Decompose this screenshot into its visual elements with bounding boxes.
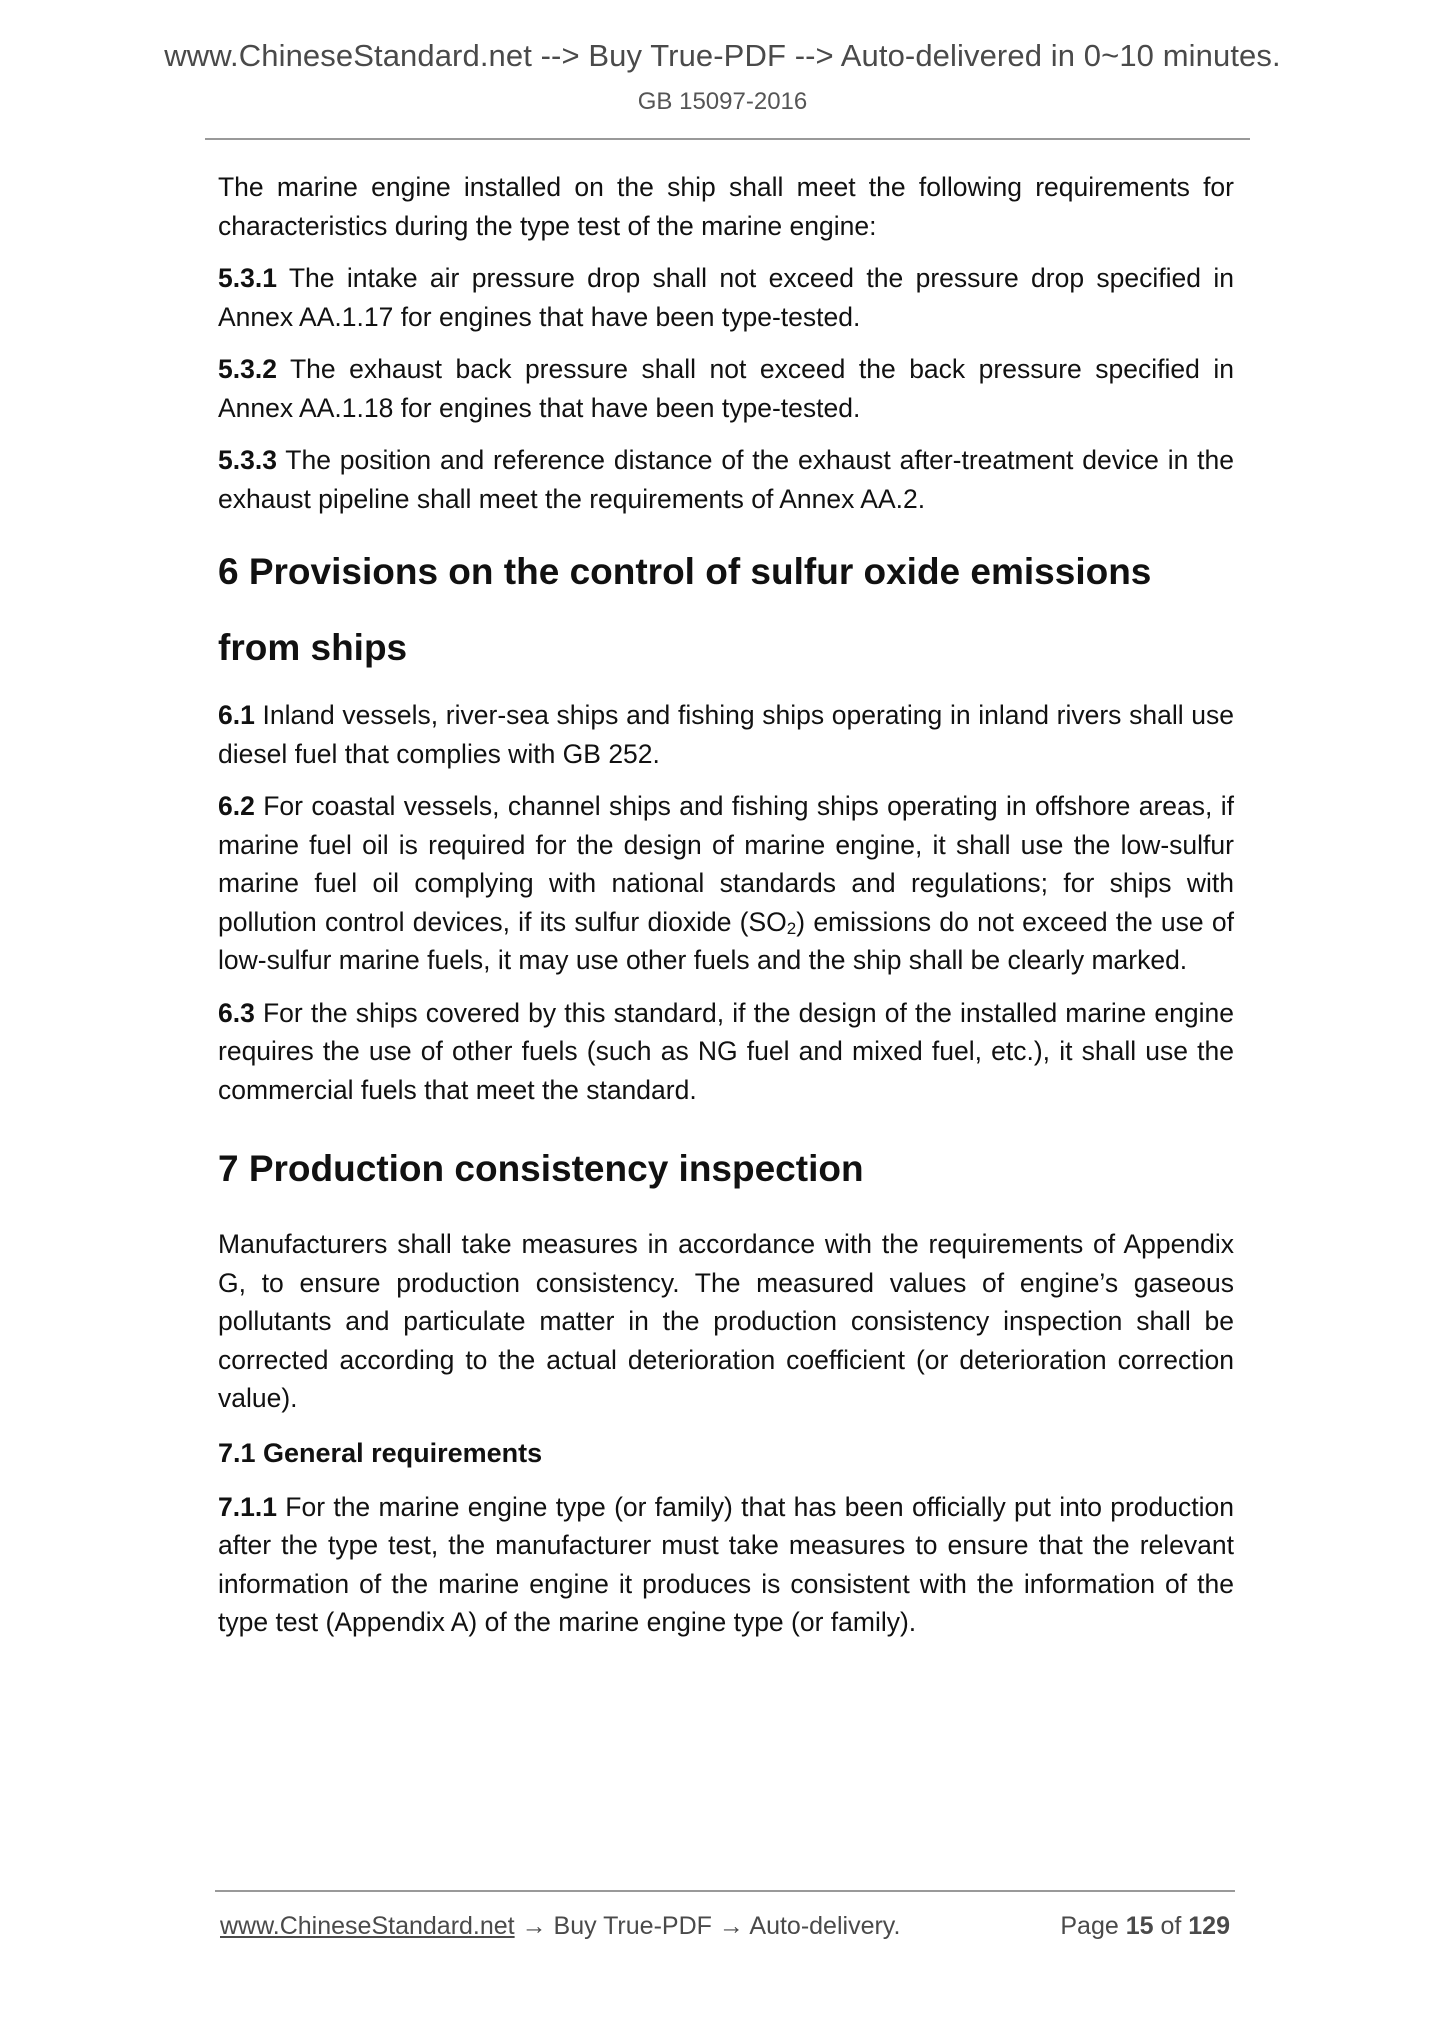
page-indicator [1060, 1912, 1230, 1941]
clause-6-1 [218, 696, 1234, 773]
clause-text: The exhaust back pressure shall not exceed the back pressure specified in Annex AA.1.18 for engines that have been type-tested. [218, 354, 1234, 423]
header-title: www.ChineseStandard.net --> Buy True-PDF --> Auto-delivered in 0~10 minutes. [164, 38, 1281, 73]
clause-5-3-1 [218, 259, 1234, 336]
subscript: 2 [786, 918, 797, 938]
intro-paragraph: The marine engine installed on the ship shall meet the following requirements for characteristics during the type test of the marine engine: [218, 172, 1234, 241]
clause-number: 5.3.2 [218, 354, 277, 384]
section-7-heading: 7 Production consistency inspection [218, 1148, 864, 1189]
clause-number: 5.3.3 [218, 445, 277, 475]
section-7-paragraph: Manufacturers shall take measures in accordance with the requirements of Appendix G, to ensure production consistency. The measured values of engine’s gaseous pollutants and particulate matter in the production consistency inspection shall be corrected according to the actual deterioration coefficient (or deterioration correction value). [218, 1229, 1234, 1413]
footer-tagline: → Buy True-PDF → Auto-delivery. [514, 1912, 901, 1940]
clause-text: For coastal vessels, channel ships and fishing ships operating in offshore areas, if marine fuel oil is required for the design of marine engine, it shall use the low-sulfur marine fuel oil complying with national standards and regulations; for ships with pollution control devices, if its sulfur dioxide (SO [218, 791, 1234, 937]
of-label: of [1153, 1912, 1189, 1940]
clause-6-3 [218, 994, 1234, 1110]
section-6-heading: 6 Provisions on the control of sulfur oxide emissions from ships [218, 551, 1152, 668]
clause-5-3-3 [218, 441, 1234, 518]
footer-divider [215, 1890, 1235, 1892]
clause-text: Inland vessels, river-sea ships and fishing ships operating in inland rivers shall use diesel fuel that complies with GB 252. [218, 700, 1234, 769]
clause-7-1-1 [218, 1488, 1234, 1642]
clause-5-3-2 [218, 350, 1234, 427]
clause-text: For the marine engine type (or family) that has been officially put into production after the type test, the manufacturer must take measures to ensure that the relevant information of the marine engine it produces is consistent with the information of the type test (Appendix A) of the marine engine type (or family). [218, 1491, 1234, 1637]
page-label: Page [1060, 1912, 1126, 1940]
clause-text-cont: ) emissions do not exceed the use of low-sulfur marine fuels, it may use other fuels and the ship shall be clearly marked. [218, 906, 1234, 975]
clause-number: 5.3.1 [218, 263, 277, 293]
page-footer [220, 1912, 1230, 1941]
clause-text: The intake air pressure drop shall not exceed the pressure drop specified in Annex AA.1.17 for engines that have been type-tested. [218, 263, 1234, 332]
clause-number: 6.2 [218, 791, 255, 821]
clause-number: 6.1 [218, 700, 255, 730]
total-pages: 129 [1188, 1912, 1230, 1940]
page-content [218, 168, 1234, 1642]
clause-6-2 [218, 787, 1234, 980]
clause-text: The position and reference distance of the exhaust after-treatment device in the exhaust pipeline shall meet the requirements of Annex AA.2. [218, 445, 1234, 514]
clause-number: 6.3 [218, 997, 255, 1028]
footer-site-link[interactable]: www.ChineseStandard.net [220, 1912, 515, 1940]
clause-number: 7.1.1 [218, 1491, 277, 1522]
section-7-1-heading: 7.1 General requirements [218, 1437, 543, 1468]
current-page: 15 [1125, 1912, 1154, 1940]
clause-text: For the ships covered by this standard, if the design of the installed marine engine requires the use of other fuels (such as NG fuel and mixed fuel, etc.), it shall use the commercial fuels that meet the standard. [218, 997, 1234, 1105]
standard-code: GB 15097-2016 [637, 88, 808, 115]
header-divider [205, 138, 1250, 140]
